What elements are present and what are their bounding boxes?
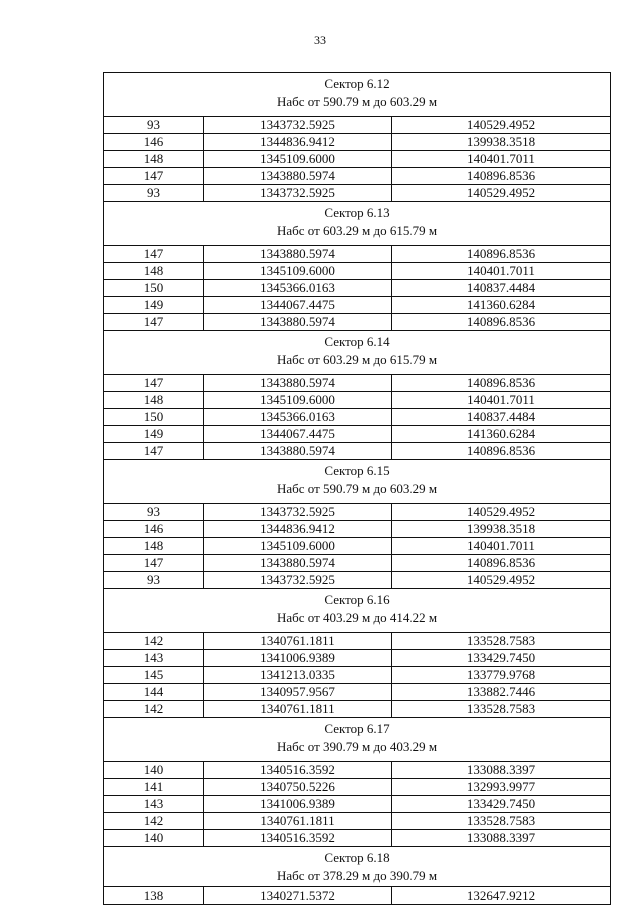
sector-height-range: Набс от 390.79 м до 403.29 м	[276, 739, 438, 754]
x-coordinate-cell: 1340271.5372	[204, 887, 392, 905]
point-number-cell: 93	[104, 504, 204, 521]
x-coordinate-cell: 1340761.1811	[204, 633, 392, 650]
sector-height-range: Набс от 378.29 м до 390.79 м	[276, 868, 438, 883]
y-coordinate-cell: 140401.7011	[392, 263, 611, 280]
x-coordinate-cell: 1343732.5925	[204, 504, 392, 521]
y-coordinate-cell: 133088.3397	[392, 830, 611, 847]
point-number-cell: 93	[104, 572, 204, 589]
table-row	[104, 813, 611, 830]
point-number-cell: 144	[104, 684, 204, 701]
table-row	[104, 117, 611, 134]
point-number-cell: 142	[104, 633, 204, 650]
y-coordinate-cell: 133088.3397	[392, 762, 611, 779]
table-row	[104, 504, 611, 521]
point-number-cell: 147	[104, 555, 204, 572]
point-number-cell: 140	[104, 762, 204, 779]
x-coordinate-cell: 1343732.5925	[204, 117, 392, 134]
table-row	[104, 246, 611, 263]
table-row	[104, 762, 611, 779]
table-row	[104, 443, 611, 460]
x-coordinate-cell: 1345109.6000	[204, 151, 392, 168]
table-row	[104, 887, 611, 905]
x-coordinate-cell: 1343880.5974	[204, 314, 392, 331]
sector-height-range: Набс от 603.29 м до 615.79 м	[276, 223, 438, 238]
x-coordinate-cell: 1344067.4475	[204, 297, 392, 314]
point-number-cell: 138	[104, 887, 204, 905]
table-row	[104, 392, 611, 409]
point-number-cell: 148	[104, 538, 204, 555]
point-number-cell: 147	[104, 443, 204, 460]
y-coordinate-cell: 140896.8536	[392, 168, 611, 185]
point-number-cell: 150	[104, 280, 204, 297]
point-number-cell: 147	[104, 168, 204, 185]
sector-header-row	[104, 73, 611, 117]
sector-header	[104, 589, 611, 633]
table-row	[104, 684, 611, 701]
y-coordinate-cell: 140401.7011	[392, 538, 611, 555]
point-number-cell: 142	[104, 813, 204, 830]
y-coordinate-cell: 132993.9977	[392, 779, 611, 796]
x-coordinate-cell: 1345366.0163	[204, 409, 392, 426]
x-coordinate-cell: 1343880.5974	[204, 375, 392, 392]
sector-title: Сектор 6.17	[324, 721, 390, 736]
x-coordinate-cell: 1340761.1811	[204, 813, 392, 830]
x-coordinate-cell: 1340761.1811	[204, 701, 392, 718]
sector-header	[104, 718, 611, 762]
y-coordinate-cell: 132647.9212	[392, 887, 611, 905]
point-number-cell: 93	[104, 117, 204, 134]
table-row	[104, 375, 611, 392]
x-coordinate-cell: 1343732.5925	[204, 185, 392, 202]
point-number-cell: 143	[104, 796, 204, 813]
x-coordinate-cell: 1345109.6000	[204, 263, 392, 280]
sector-header	[104, 331, 611, 375]
x-coordinate-cell: 1340957.9567	[204, 684, 392, 701]
sector-header-row	[104, 460, 611, 504]
x-coordinate-cell: 1341006.9389	[204, 796, 392, 813]
y-coordinate-cell: 140837.4484	[392, 409, 611, 426]
point-number-cell: 147	[104, 375, 204, 392]
x-coordinate-cell: 1343880.5974	[204, 168, 392, 185]
table-row	[104, 796, 611, 813]
sector-header-row	[104, 202, 611, 246]
table-row	[104, 555, 611, 572]
y-coordinate-cell: 140896.8536	[392, 246, 611, 263]
x-coordinate-cell: 1340750.5226	[204, 779, 392, 796]
sector-title: Сектор 6.15	[324, 463, 390, 478]
table-row	[104, 280, 611, 297]
sector-height-range: Набс от 603.29 м до 615.79 м	[276, 352, 438, 367]
y-coordinate-cell: 140896.8536	[392, 555, 611, 572]
y-coordinate-cell: 133429.7450	[392, 796, 611, 813]
y-coordinate-cell: 133528.7583	[392, 813, 611, 830]
point-number-cell: 149	[104, 297, 204, 314]
sector-header-row	[104, 718, 611, 762]
x-coordinate-cell: 1344067.4475	[204, 426, 392, 443]
table-row	[104, 521, 611, 538]
x-coordinate-cell: 1343880.5974	[204, 555, 392, 572]
table-row	[104, 168, 611, 185]
point-number-cell: 142	[104, 701, 204, 718]
y-coordinate-cell: 133429.7450	[392, 650, 611, 667]
sector-title: Сектор 6.13	[324, 205, 390, 220]
y-coordinate-cell: 139938.3518	[392, 134, 611, 151]
table-row	[104, 830, 611, 847]
sector-header	[104, 460, 611, 504]
table-row	[104, 779, 611, 796]
sector-height-range: Набс от 403.29 м до 414.22 м	[276, 610, 438, 625]
point-number-cell: 148	[104, 151, 204, 168]
sector-header	[104, 73, 611, 117]
sector-header-row	[104, 847, 611, 887]
x-coordinate-cell: 1345109.6000	[204, 538, 392, 555]
x-coordinate-cell: 1344836.9412	[204, 134, 392, 151]
point-number-cell: 145	[104, 667, 204, 684]
y-coordinate-cell: 140529.4952	[392, 572, 611, 589]
table-row	[104, 426, 611, 443]
point-number-cell: 93	[104, 185, 204, 202]
table-row	[104, 185, 611, 202]
point-number-cell: 150	[104, 409, 204, 426]
table-row	[104, 667, 611, 684]
y-coordinate-cell: 141360.6284	[392, 297, 611, 314]
sector-height-range: Набс от 590.79 м до 603.29 м	[276, 481, 438, 496]
sector-header	[104, 847, 611, 887]
y-coordinate-cell: 140837.4484	[392, 280, 611, 297]
y-coordinate-cell: 140401.7011	[392, 392, 611, 409]
sector-header-row	[104, 589, 611, 633]
sector-title: Сектор 6.18	[324, 850, 390, 865]
y-coordinate-cell: 140896.8536	[392, 314, 611, 331]
table-row	[104, 314, 611, 331]
point-number-cell: 148	[104, 392, 204, 409]
y-coordinate-cell: 133779.9768	[392, 667, 611, 684]
point-number-cell: 149	[104, 426, 204, 443]
y-coordinate-cell: 141360.6284	[392, 426, 611, 443]
y-coordinate-cell: 133528.7583	[392, 633, 611, 650]
point-number-cell: 147	[104, 246, 204, 263]
sector-header	[104, 202, 611, 246]
point-number-cell: 146	[104, 521, 204, 538]
y-coordinate-cell: 133882.7446	[392, 684, 611, 701]
y-coordinate-cell: 133528.7583	[392, 701, 611, 718]
point-number-cell: 140	[104, 830, 204, 847]
y-coordinate-cell: 140529.4952	[392, 117, 611, 134]
table-row	[104, 151, 611, 168]
table-row	[104, 538, 611, 555]
point-number-cell: 143	[104, 650, 204, 667]
y-coordinate-cell: 140896.8536	[392, 443, 611, 460]
sector-title: Сектор 6.12	[324, 76, 390, 91]
sector-title: Сектор 6.16	[324, 592, 390, 607]
y-coordinate-cell: 140529.4952	[392, 504, 611, 521]
coordinates-table	[103, 72, 611, 905]
x-coordinate-cell: 1343880.5974	[204, 443, 392, 460]
table-row	[104, 263, 611, 280]
point-number-cell: 141	[104, 779, 204, 796]
table-row	[104, 297, 611, 314]
y-coordinate-cell: 140529.4952	[392, 185, 611, 202]
x-coordinate-cell: 1340516.3592	[204, 830, 392, 847]
point-number-cell: 147	[104, 314, 204, 331]
table-row	[104, 409, 611, 426]
y-coordinate-cell: 140401.7011	[392, 151, 611, 168]
sector-header-row	[104, 331, 611, 375]
table-row	[104, 701, 611, 718]
y-coordinate-cell: 140896.8536	[392, 375, 611, 392]
x-coordinate-cell: 1343880.5974	[204, 246, 392, 263]
sector-title: Сектор 6.14	[324, 334, 390, 349]
x-coordinate-cell: 1343732.5925	[204, 572, 392, 589]
x-coordinate-cell: 1341213.0335	[204, 667, 392, 684]
point-number-cell: 148	[104, 263, 204, 280]
x-coordinate-cell: 1341006.9389	[204, 650, 392, 667]
page-number: 33	[314, 33, 326, 47]
y-coordinate-cell: 139938.3518	[392, 521, 611, 538]
table-row	[104, 572, 611, 589]
point-number-cell: 146	[104, 134, 204, 151]
x-coordinate-cell: 1345366.0163	[204, 280, 392, 297]
x-coordinate-cell: 1340516.3592	[204, 762, 392, 779]
table-row	[104, 134, 611, 151]
x-coordinate-cell: 1345109.6000	[204, 392, 392, 409]
table-row	[104, 650, 611, 667]
sector-height-range: Набс от 590.79 м до 603.29 м	[276, 94, 438, 109]
x-coordinate-cell: 1344836.9412	[204, 521, 392, 538]
table-row	[104, 633, 611, 650]
